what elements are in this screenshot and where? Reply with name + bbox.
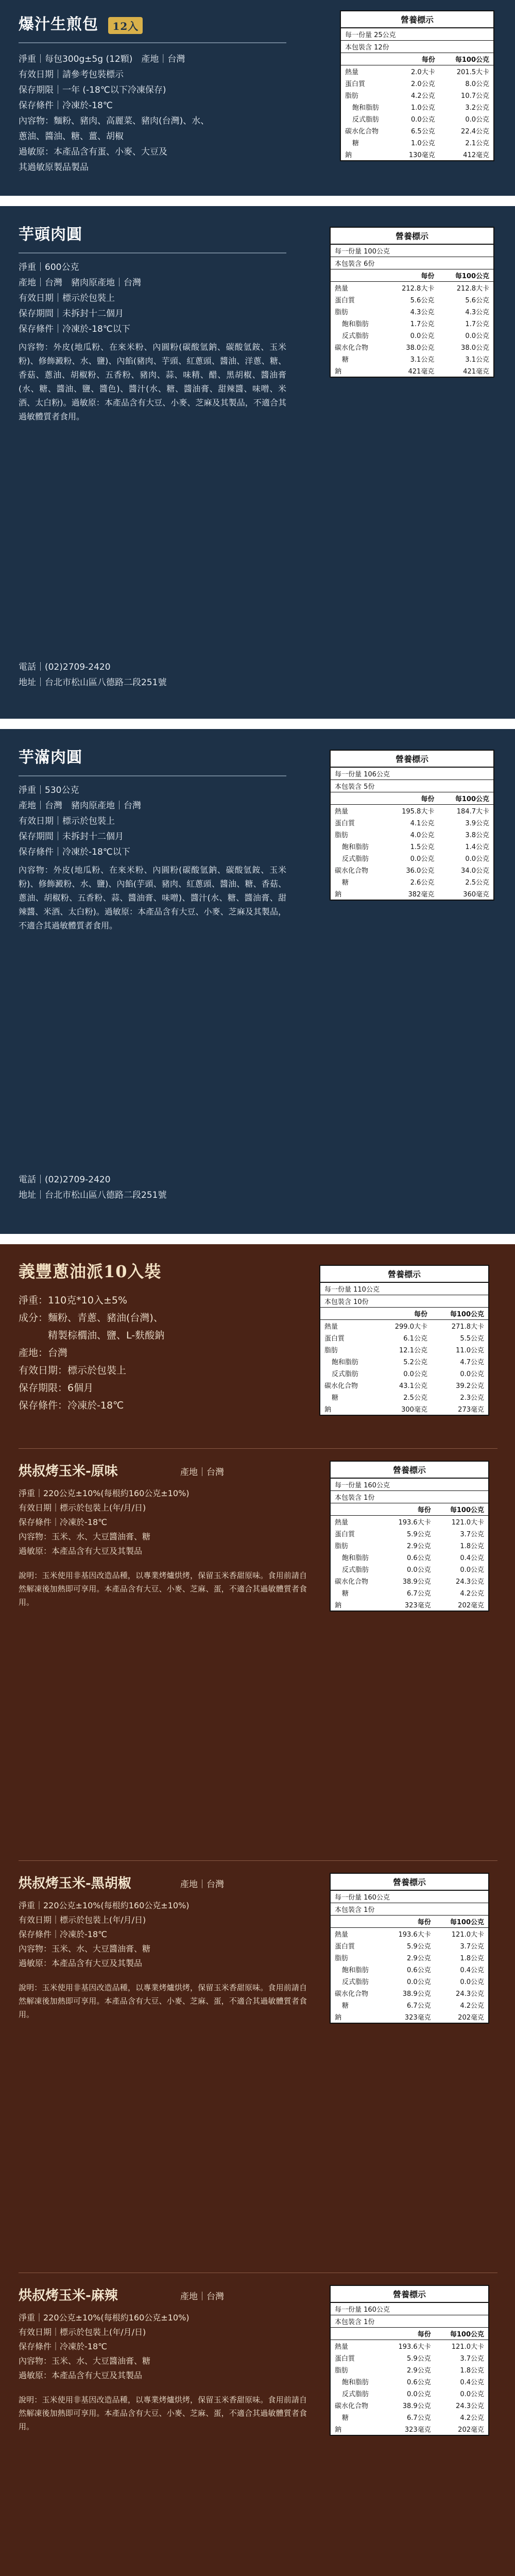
info-line: 淨重｜220公克±10%(每根約160公克±10%) [19, 1488, 190, 1498]
servings-per-pack: 本包裝含 1份 [331, 1903, 488, 1916]
nutrition-table [330, 2285, 489, 2436]
nutrition-row: 蛋白質 2.0公克 8.0公克 [345, 80, 489, 88]
nutrition-row: 飽和脂肪 0.6公克 0.4公克 [342, 2379, 484, 2386]
nutrition-grid: 每份 每100公克 熱量 212.8大卡 212.8大卡 蛋白質 5.6公克 5.6公克 脂肪 4.3公克 4.3公克 飽和脂肪 1.7公克 1.7公克 反式脂肪 0.0公克 0.0公克 碳水化合物 38.0公克 38.0公克 糖 3.1公克 3.1公克 鈉 421毫克 421毫克 [331, 269, 493, 377]
nutrition-grid: 每份 每100公克 熱量 2.0大卡 201.5大卡 蛋白質 2.0公克 8.0公克 脂肪 4.2公克 10.7公克 飽和脂肪 1.0公克 3.2公克 反式脂肪 0.0公克 0.0公克 碳水化合物 6.5公克 22.4公克 糖 1.0公克 2.1公克 鈉 130毫克 412毫克 [341, 53, 493, 160]
nutrition-row: 脂肪 4.0公克 3.8公克 [335, 832, 489, 839]
nutrition-row: 鈉 130毫克 412毫克 [345, 151, 489, 159]
product-title: 義豐蔥油派10入裝 [19, 1262, 162, 1281]
nutrition-row: 碳水化合物 36.0公克 34.0公克 [335, 867, 489, 875]
info-line: 成分：麵粉、青蔥、豬油(台灣)、 [19, 1312, 163, 1324]
nutrition-row: 熱量 195.8大卡 184.7大卡 [335, 808, 489, 816]
product-info [19, 1292, 286, 1414]
nutrition-row: 鈉 323毫克 202毫克 [335, 1602, 484, 1609]
info-line: 保存期間｜未拆封十二個月 [19, 309, 124, 319]
nutrition-row: 飽和脂肪 0.6公克 0.4公克 [342, 1967, 484, 1974]
servings-per-pack: 本包裝含 6份 [331, 257, 493, 269]
info-line: 蔥油、醬油、糖、薑、胡椒 [19, 131, 124, 142]
serving-size: 每一份量 106公克 [331, 768, 493, 780]
origin-label: 產地｜台灣 [180, 1467, 224, 1478]
serving-size: 每一份量 110公克 [320, 1283, 488, 1295]
nutrition-row: 碳水化合物 6.5公克 22.4公克 [345, 128, 489, 135]
product-section-3 [0, 719, 515, 1234]
nutrition-row: 碳水化合物 38.9公克 24.3公克 [335, 1578, 484, 1586]
info-line: 產地｜台灣 豬肉原產地｜台灣 [19, 801, 141, 811]
product-section-2 [0, 196, 515, 719]
nutrition-row: 蛋白質 5.9公克 3.7公克 [335, 2355, 484, 2363]
info-line: 保存期限｜一年 (-18℃以下冷凍保存) [19, 85, 166, 95]
nutrition-row: 熱量 299.0大卡 271.8大卡 [324, 1323, 484, 1331]
nutrition-table [319, 1265, 489, 1416]
info-line: 產地｜台灣 豬肉原產地｜台灣 [19, 278, 141, 288]
nutrition-row: 飽和脂肪 1.0公克 3.2公克 [352, 104, 489, 112]
info-line: 淨重｜530公克 [19, 785, 79, 795]
nutrition-row: 鈉 323毫克 202毫克 [335, 2426, 484, 2434]
nutrition-table [330, 750, 494, 901]
info-line: 有效日期｜標示於包裝上 [19, 816, 115, 826]
divider [19, 1860, 497, 1861]
info-line: 淨重｜每包300g±5g (12顆) 產地｜台灣 [19, 54, 185, 64]
servings-per-pack: 本包裝含 1份 [331, 1491, 488, 1503]
flavor-description: 說明：玉米使用非基因改造品種，以專業烤爐烘烤，保留玉米香甜原味。食用前請自然解凍後加熱即可享用。本產品含有大豆、小麥、芝麻、蛋，不適合其過敏體質者食用。 [19, 1983, 307, 2019]
info-line: 淨重｜220公克±10%(每根約160公克±10%) [19, 1901, 190, 1910]
serving-size: 每一份量 160公克 [331, 1479, 488, 1491]
nutrition-row: 脂肪 4.2公克 10.7公克 [345, 92, 489, 100]
nutrition-title: 營養標示 [331, 1874, 488, 1891]
nutrition-row: 反式脂肪 0.0公克 0.0公克 [342, 2391, 484, 2398]
nutrition-grid: 每份 每100公克 熱量 193.6大卡 121.0大卡 蛋白質 5.9公克 3.7公克 脂肪 2.9公克 1.8公克 飽和脂肪 0.6公克 0.4公克 反式脂肪 0.0公克 0.0公克 碳水化合物 38.9公克 24.3公克 糖 6.7公克 4.2公克 鈉 323毫克 202毫克 [331, 1916, 488, 2023]
nutrition-row: 碳水化合物 38.0公克 38.0公克 [335, 344, 489, 352]
nutrition-row: 脂肪 2.9公克 1.8公克 [335, 1543, 484, 1550]
nutrition-row: 碳水化合物 43.1公克 39.2公克 [324, 1382, 484, 1390]
product-title-text: 爆汁生煎包 [19, 15, 98, 33]
info-line: 有效日期：標示於包裝上 [19, 1365, 127, 1376]
info-line: 產地：台灣 [19, 1347, 68, 1359]
flavor-info [19, 1899, 297, 1971]
address-line: 地址｜台北市松山區八德路二段251號 [19, 1190, 167, 1200]
divider [19, 1448, 497, 1449]
info-line: 精製棕櫚油、鹽、L-麩酸鈉 [19, 1330, 165, 1341]
nutrition-row: 糖 6.7公克 4.2公克 [342, 2002, 484, 2010]
product-info [19, 260, 286, 337]
product-title [19, 11, 143, 34]
origin-label: 產地｜台灣 [180, 2292, 224, 2302]
address-line: 地址｜台北市松山區八德路二段251號 [19, 677, 167, 688]
info-line: 保存期限：6個月 [19, 1382, 94, 1394]
flavor-info [19, 1486, 297, 1558]
nutrition-row: 蛋白質 4.1公克 3.9公克 [335, 820, 489, 827]
nutrition-row: 飽和脂肪 0.6公克 0.4公克 [342, 1554, 484, 1562]
info-line: 有效日期｜標示於包裝上(年/月/日) [19, 1503, 146, 1513]
serving-size: 每一份量 160公克 [331, 1891, 488, 1903]
divider [19, 252, 286, 253]
nutrition-row: 熱量 193.6大卡 121.0大卡 [335, 1931, 484, 1939]
nutrition-title: 營養標示 [331, 2286, 488, 2303]
nutrition-row: 鈉 323毫克 202毫克 [335, 2014, 484, 2022]
nutrition-row: 反式脂肪 0.0公克 0.0公克 [342, 855, 489, 863]
nutrition-row: 熱量 193.6大卡 121.0大卡 [335, 1519, 484, 1527]
contact-info [19, 1172, 286, 1203]
info-line: 保存條件｜冷凍於-18℃ [19, 100, 113, 111]
info-line: 保存條件｜冷凍於-18℃以下 [19, 847, 130, 857]
phone-line: 電話｜(02)2709-2420 [19, 1175, 111, 1185]
nutrition-row: 糖 2.5公克 2.3公克 [332, 1394, 484, 1402]
info-line: 內容物：玉米、水、大豆醬油膏、糖 [19, 1532, 151, 1541]
servings-per-pack: 本包裝含 1份 [331, 2315, 488, 2328]
ingredients-paragraph: 內容物：外皮(地瓜粉、在來米粉、內圓粉(碳酸氫鈉、碳酸氫銨、玉米粉)、修飾澱粉、水、鹽)、內餡(豬肉、芋頭、紅蔥頭、醬油、洋蔥、糖、香菇、蔥油、胡椒粉、五香粉、豬肉、蒜、味精、醋、黑胡椒、醬油膏(水、糖、醬油、鹽、醬色)、醬汁(水、糖、醬油膏、甜辣醬、味噌、米酒、太白粉)。過敏原：本產品含有大豆、小麥、芝麻及其製品，不適合其過敏體質者食用。 [19, 342, 286, 421]
product-info [19, 783, 286, 860]
info-line: 淨重｜600公克 [19, 262, 79, 273]
nutrition-row: 熱量 2.0大卡 201.5大卡 [345, 69, 489, 76]
nutrition-row: 蛋白質 5.9公克 3.7公克 [335, 1943, 484, 1951]
nutrition-grid: 每份 每100公克 熱量 193.6大卡 121.0大卡 蛋白質 5.9公克 3.7公克 脂肪 2.9公克 1.8公克 飽和脂肪 0.6公克 0.4公克 反式脂肪 0.0公克 0.0公克 碳水化合物 38.9公克 24.3公克 糖 6.7公克 4.2公克 鈉 323毫克 202毫克 [331, 2328, 488, 2435]
nutrition-table [330, 227, 494, 378]
origin-label: 產地｜台灣 [180, 1879, 224, 1890]
info-line: 有效日期｜標示於包裝上 [19, 293, 115, 303]
info-line: 保存條件：冷凍於-18℃ [19, 1400, 124, 1411]
flavor-title: 烘叔烤玉米-麻辣 [19, 2288, 118, 2303]
serving-size: 每一份量 100公克 [331, 245, 493, 257]
flavor-info [19, 2311, 297, 2383]
nutrition-grid: 每份 每100公克 熱量 299.0大卡 271.8大卡 蛋白質 6.1公克 5.5公克 脂肪 12.1公克 11.0公克 飽和脂肪 5.2公克 4.7公克 反式脂肪 0.0公克 0.0公克 碳水化合物 43.1公克 39.2公克 糖 2.5公克 2.3公克 鈉 300毫克 273毫克 [320, 1308, 488, 1415]
nutrition-row: 飽和脂肪 1.7公克 1.7公克 [342, 320, 489, 328]
nutrition-row: 脂肪 2.9公克 1.8公克 [335, 2367, 484, 2375]
divider [19, 42, 286, 43]
nutrition-row: 熱量 193.6大卡 121.0大卡 [335, 2343, 484, 2351]
nutrition-row: 蛋白質 6.1公克 5.5公克 [324, 1335, 484, 1343]
nutrition-title: 營養標示 [341, 11, 493, 28]
serving-size: 每一份量 160公克 [331, 2303, 488, 2315]
info-line: 保存條件｜冷凍於-18℃ [19, 2342, 108, 2351]
product-info [19, 52, 286, 175]
nutrition-row: 糖 3.1公克 3.1公克 [342, 356, 489, 364]
nutrition-row: 飽和脂肪 1.5公克 1.4公克 [342, 843, 489, 851]
nutrition-row: 反式脂肪 0.0公克 0.0公克 [342, 332, 489, 340]
info-line: 內容物：玉米、水、大豆醬油膏、糖 [19, 2356, 151, 2366]
quantity-badge: 12入 [108, 17, 143, 34]
divider [19, 775, 286, 776]
info-line: 淨重：110克*10入±5% [19, 1295, 128, 1306]
nutrition-row: 糖 2.6公克 2.5公克 [342, 879, 489, 887]
nutrition-table [330, 1873, 489, 2024]
nutrition-row: 蛋白質 5.6公克 5.6公克 [335, 297, 489, 304]
nutrition-row: 反式脂肪 0.0公克 0.0公克 [342, 1566, 484, 1574]
nutrition-row: 脂肪 12.1公克 11.0公克 [324, 1347, 484, 1354]
nutrition-row: 反式脂肪 0.0公克 0.0公克 [352, 116, 489, 124]
servings-per-pack: 本包裝含 10份 [320, 1295, 488, 1308]
nutrition-row: 鈉 300毫克 273毫克 [324, 1406, 484, 1414]
info-line: 過敏原：本產品含有大豆及其製品 [19, 1958, 143, 1968]
flavor-description: 說明：玉米使用非基因改造品種，以專業烤爐烘烤，保留玉米香甜原味。食用前請自然解凍後加熱即可享用。本產品含有大豆、小麥、芝麻、蛋，不適合其過敏體質者食用。 [19, 1571, 307, 1607]
flavor-title: 烘叔烤玉米-黑胡椒 [19, 1876, 131, 1891]
nutrition-table [340, 10, 494, 161]
info-line: 內容物：麵粉、豬肉、高麗菜、豬肉(台灣)、水、 [19, 116, 210, 126]
info-line: 過敏原：本產品含有大豆及其製品 [19, 2370, 143, 2380]
phone-line: 電話｜(02)2709-2420 [19, 662, 111, 672]
nutrition-title: 營養標示 [320, 1266, 488, 1283]
nutrition-title: 營養標示 [331, 1462, 488, 1479]
nutrition-row: 鈉 421毫克 421毫克 [335, 368, 489, 376]
info-line: 其過敏原製品製品 [19, 162, 89, 173]
nutrition-row: 糖 6.7公克 4.2公克 [342, 1590, 484, 1598]
flavor-description: 說明：玉米使用非基因改造品種，以專業烤爐烘烤，保留玉米香甜原味。食用前請自然解凍後加熱即可享用。本產品含有大豆、小麥、芝麻、蛋，不適合其過敏體質者食用。 [19, 2395, 307, 2431]
serving-size: 每一份量 25公克 [341, 28, 493, 41]
nutrition-grid: 每份 每100公克 熱量 195.8大卡 184.7大卡 蛋白質 4.1公克 3.9公克 脂肪 4.0公克 3.8公克 飽和脂肪 1.5公克 1.4公克 反式脂肪 0.0公克 0.0公克 碳水化合物 36.0公克 34.0公克 糖 2.6公克 2.5公克 鈉 382毫克 360毫克 [331, 792, 493, 900]
nutrition-row: 蛋白質 5.9公克 3.7公克 [335, 1531, 484, 1538]
info-line: 保存條件｜冷凍於-18℃以下 [19, 324, 130, 334]
flavor-title: 烘叔烤玉米-原味 [19, 1464, 118, 1479]
nutrition-row: 碳水化合物 38.9公克 24.3公克 [335, 2402, 484, 2410]
info-line: 保存條件｜冷凍於-18℃ [19, 1929, 108, 1939]
nutrition-row: 碳水化合物 38.9公克 24.3公克 [335, 1990, 484, 1998]
product-title: 芋頭肉圓 [19, 226, 82, 244]
nutrition-row: 脂肪 2.9公克 1.8公克 [335, 1955, 484, 1962]
ingredients-paragraph: 內容物：外皮(地瓜粉、在來米粉、內圓粉(碳酸氫鈉、碳酸氫銨、玉米粉)、修飾澱粉、水、鹽)、內餡(芋頭、豬肉、紅蔥頭、醬油、糖、香菇、蔥油、胡椒粉、五香粉、蒜、醬油膏、味噌)、醬汁(水、糖、醬油膏、甜辣醬、米酒、太白粉)。過敏原：本產品含有大豆、小麥、芝麻及其製品，不適合其過敏體質者食用。 [19, 865, 286, 930]
info-line: 內容物：玉米、水、大豆醬油膏、糖 [19, 1944, 151, 1954]
info-line: 淨重｜220公克±10%(每根約160公克±10%) [19, 2313, 190, 2323]
product-section-4 [0, 1234, 515, 2576]
nutrition-table [330, 1461, 489, 1612]
contact-info [19, 659, 286, 690]
nutrition-row: 鈉 382毫克 360毫克 [335, 891, 489, 899]
info-line: 有效日期｜標示於包裝上(年/月/日) [19, 2327, 146, 2337]
info-line: 有效日期｜標示於包裝上(年/月/日) [19, 1915, 146, 1925]
nutrition-row: 脂肪 4.3公克 4.3公克 [335, 309, 489, 316]
nutrition-title: 營養標示 [331, 228, 493, 245]
info-line: 過敏原：本產品含有大豆及其製品 [19, 1546, 143, 1556]
product-title: 芋滿肉圓 [19, 749, 82, 767]
product-section-1 [0, 0, 515, 196]
nutrition-grid: 每份 每100公克 熱量 193.6大卡 121.0大卡 蛋白質 5.9公克 3.7公克 脂肪 2.9公克 1.8公克 飽和脂肪 0.6公克 0.4公克 反式脂肪 0.0公克 0.0公克 碳水化合物 38.9公克 24.3公克 糖 6.7公克 4.2公克 鈉 323毫克 202毫克 [331, 1503, 488, 1611]
nutrition-row: 反式脂肪 0.0公克 0.0公克 [332, 1370, 484, 1378]
nutrition-row: 糖 6.7公克 4.2公克 [342, 2414, 484, 2422]
info-line: 有效日期｜請參考包裝標示 [19, 70, 124, 80]
nutrition-row: 糖 1.0公克 2.1公克 [352, 140, 489, 147]
nutrition-row: 反式脂肪 0.0公克 0.0公克 [342, 1978, 484, 1986]
servings-per-pack: 本包裝含 5份 [331, 780, 493, 792]
nutrition-row: 飽和脂肪 5.2公克 4.7公克 [332, 1359, 484, 1366]
info-line: 保存期間｜未拆封十二個月 [19, 832, 124, 842]
nutrition-row: 熱量 212.8大卡 212.8大卡 [335, 285, 489, 293]
info-line: 過敏原：本產品含有蛋、小麥、大豆及 [19, 147, 167, 157]
nutrition-title: 營養標示 [331, 751, 493, 768]
info-line: 保存條件｜冷凍於-18℃ [19, 1517, 108, 1527]
servings-per-pack: 本包裝含 12份 [341, 41, 493, 53]
